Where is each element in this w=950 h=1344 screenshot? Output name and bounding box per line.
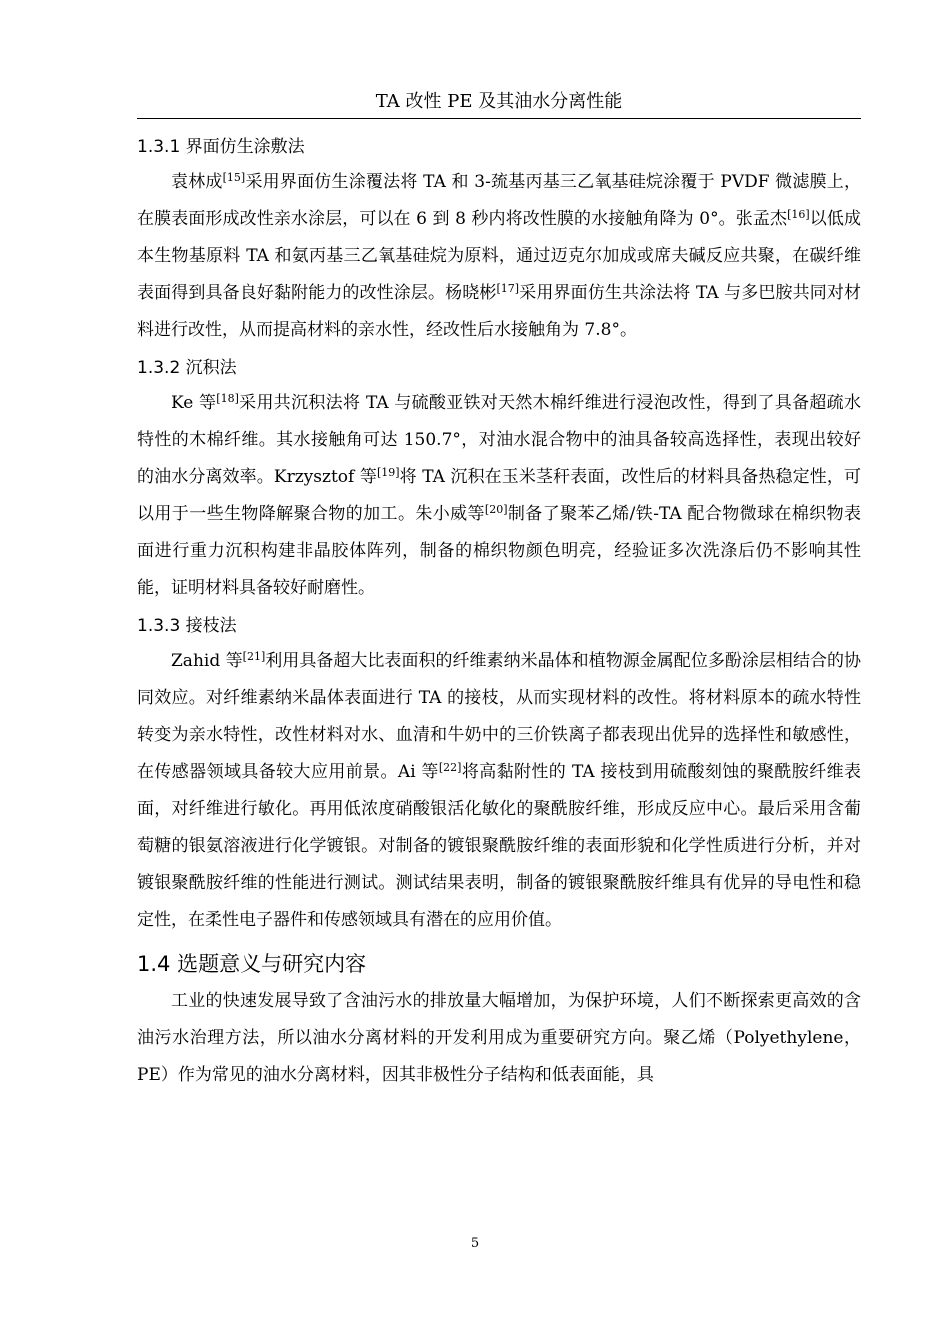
header-rule [137,118,861,119]
citation-ref: [16] [787,208,810,221]
citation-ref: [21] [242,650,266,663]
section-1-3-2 [137,355,861,607]
paragraph: Zahid 等[21]利用具备超大比表面积的纤维素纳米晶体和植物源金属配位多酚涂层相结合的协同效应。对纤维素纳米晶体表面进行 TA 的接枝，从而实现材料的改性。将材料原本的疏水特性转变为亲水特性，改性材料对水、血清和牛奶中的三价铁离子都表现出优异的选择性和敏感性，在传感器领域具备较大应用前景。Ai 等[22]将高黏附性的 TA 接枝到用硫酸刻蚀的聚酰胺纤维表面，对纤维进行敏化。再用低浓度硝酸银活化敏化的聚酰胺纤维，形成反应中心。最后采用含葡萄糖的银氨溶液进行化学镀银。对制备的镀银聚酰胺纤维的表面形貌和化学性质进行分析，并对镀银聚酰胺纤维的性能进行测试。测试结果表明，制备的镀银聚酰胺纤维具有优异的导电性和稳定性，在柔性电子器件和传感领域具有潜在的应用价值。 [137,650,862,930]
citation-ref: [19] [376,466,400,479]
page-number: 5 [470,1236,480,1251]
paragraph: 袁林成[15]采用界面仿生涂覆法将 TA 和 3-巯基丙基三乙氧基硅烷涂覆于 PVDF 微滤膜上，在膜表面形成改性亲水涂层，可以在 6 到 8 秒内将改性膜的水接触角降为 0°。张孟杰[16]以低成本生物基原料 TA 和氨丙基三乙氧基硅烷为原料，通过迈克尔加成或席夫碱反应共聚，在碳纤维表面得到具备良好黏附能力的改性涂层。杨晓彬[17]采用界面仿生共涂法将 TA 与多巴胺共同对材料进行改性，从而提高材料的亲水性，经改性后水接触角为 7.8°。 [137,171,862,340]
section-1-3-1 [137,134,861,349]
section-heading: 1.3.1 界面仿生涂敷法 [137,137,305,157]
citation-ref: [22] [438,761,462,774]
citation-ref: [20] [484,503,508,516]
citation-ref: [15] [222,171,246,184]
section-1-3-3 [137,613,861,939]
section-1-4 [137,949,861,1094]
citation-ref: [18] [216,392,239,405]
section-heading: 1.4 选题意义与研究内容 [137,952,367,976]
citation-ref: [17] [496,282,520,295]
page-body [137,128,861,1094]
section-heading: 1.3.3 接枝法 [137,616,237,636]
paragraph: 工业的快速发展导致了含油污水的排放量大幅增加，为保护环境，人们不断探索更高效的含油污水治理方法，所以油水分离材料的开发利用成为重要研究方向。聚乙烯（Polyethylene，PE）作为常见的油水分离材料，因其非极性分子结构和低表面能，具 [137,991,861,1085]
paragraph: Ke 等[18]采用共沉积法将 TA 与硫酸亚铁对天然木棉纤维进行浸泡改性，得到了具备超疏水特性的木棉纤维。其水接触角可达 150.7°，对油水混合物中的油具备较高选择性，表现出较好的油水分离效率。Krzysztof 等[19]将 TA 沉积在玉米茎秆表面，改性后的材料具备热稳定性，可以用于一些生物降解聚合物的加工。朱小威等[20]制备了聚苯乙烯/铁-TA 配合物微球在棉织物表面进行重力沉积构建非晶胶体阵列，制备的棉织物颜色明亮，经验证多次洗涤后仍不影响其性能，证明材料具备较好耐磨性。 [137,392,861,598]
section-heading: 1.3.2 沉积法 [137,358,237,378]
running-header: TA 改性 PE 及其油水分离性能 [375,91,623,112]
